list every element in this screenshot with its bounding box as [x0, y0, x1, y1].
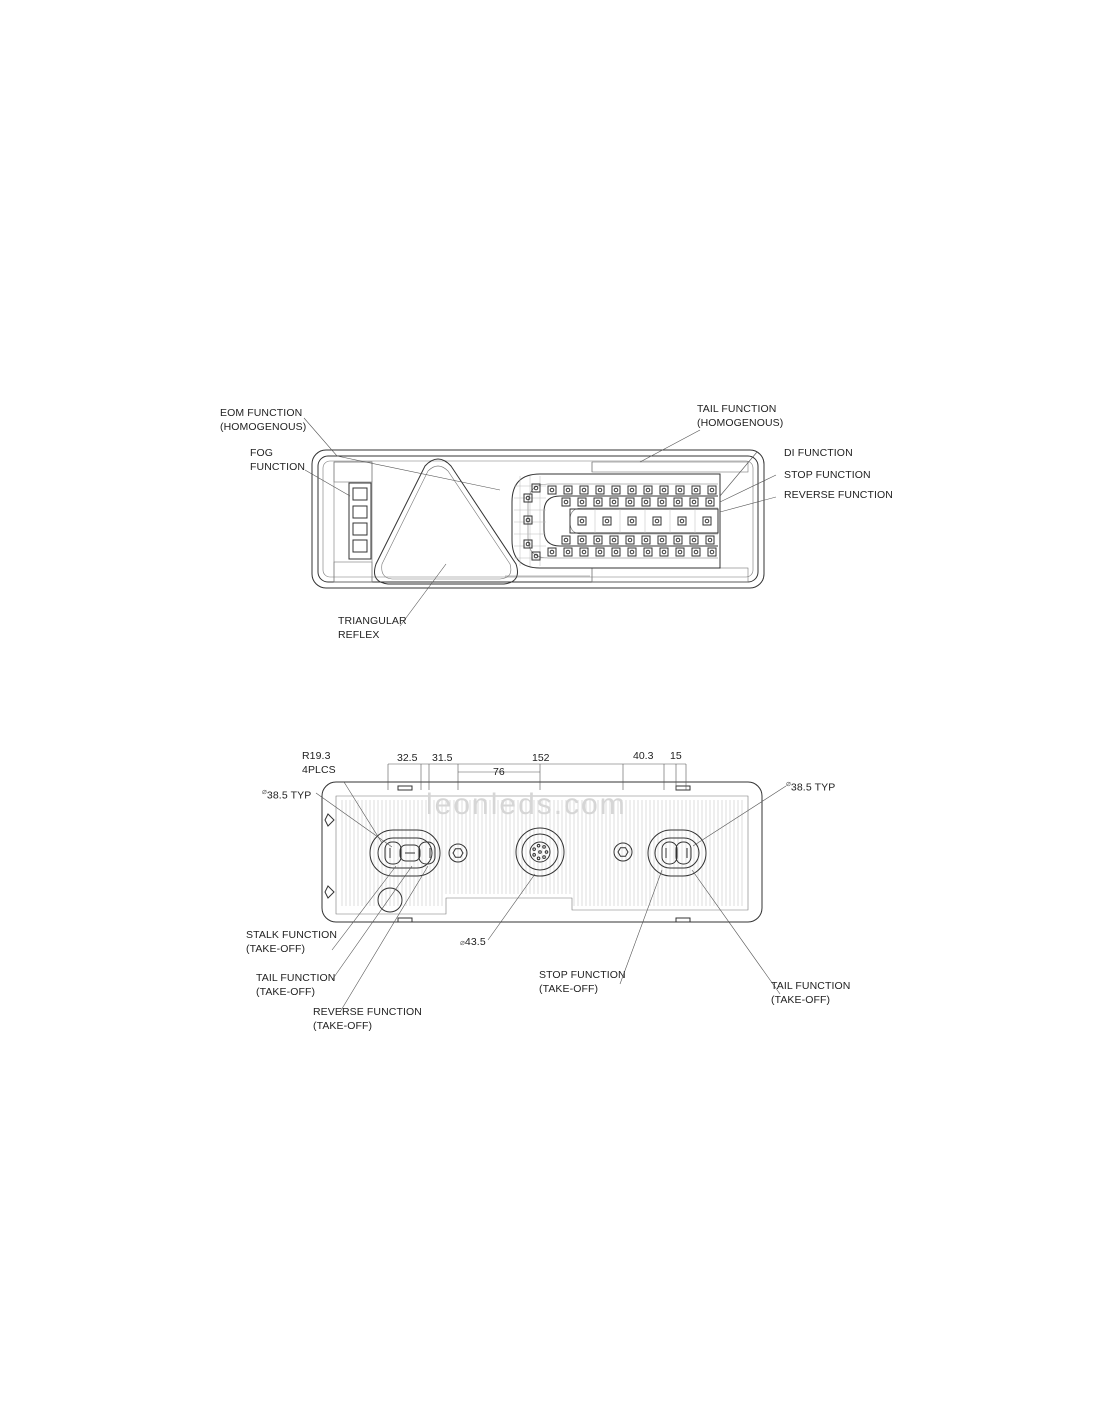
- label-triangular-reflex: TRIANGULAR REFLEX: [338, 615, 407, 641]
- led-icon: [653, 517, 661, 525]
- dimension-lines: [388, 764, 686, 790]
- led-icon: [603, 517, 611, 525]
- led-icon: [660, 486, 668, 494]
- label-left-bore: ⌀38.5 TYP: [262, 787, 312, 802]
- led-icon: [676, 548, 684, 556]
- left-connector: [370, 830, 440, 876]
- led-icon: [594, 498, 602, 506]
- led-icon: [678, 517, 686, 525]
- led-icon: [594, 536, 602, 544]
- led-icon: [628, 486, 636, 494]
- watermark: leonleds.com: [426, 788, 627, 821]
- dimension-15: 15: [670, 750, 682, 762]
- front-view: [312, 450, 764, 588]
- label-radius: R19.3 4PLCS: [302, 750, 336, 776]
- label-reverse-function: REVERSE FUNCTION: [784, 489, 893, 501]
- led-icon: [548, 486, 556, 494]
- led-icon: [610, 536, 618, 544]
- connector-pin: [543, 856, 546, 859]
- led-icon: [578, 498, 586, 506]
- led-icon: [690, 498, 698, 506]
- label-center-bore: ⌀43.5: [460, 936, 486, 948]
- dimension-152: 152: [532, 752, 550, 764]
- led-icon: [708, 486, 716, 494]
- label-fog-function: FOG FUNCTION: [250, 447, 306, 473]
- center-connector: [516, 828, 564, 876]
- label-tail-function-right: TAIL FUNCTION (TAKE-OFF): [771, 980, 851, 1006]
- led-icon: [578, 536, 586, 544]
- led-icon: [626, 536, 634, 544]
- led-icon: [642, 498, 650, 506]
- led-icon: [628, 517, 636, 525]
- led-icon: [660, 548, 668, 556]
- connector-pin: [537, 844, 540, 847]
- led-icon: [690, 536, 698, 544]
- led-icon: [548, 548, 556, 556]
- label-tail-function-left: TAIL FUNCTION (TAKE-OFF): [256, 972, 336, 998]
- led-icon: [676, 486, 684, 494]
- led-icon: [706, 498, 714, 506]
- led-icon: [708, 548, 716, 556]
- fog-led-column: [349, 483, 371, 559]
- led-icon: [644, 548, 652, 556]
- triangular-reflex-shape: [375, 459, 518, 584]
- led-icon: [612, 486, 620, 494]
- leader-lines: [304, 418, 786, 1012]
- connector-pin: [545, 851, 548, 854]
- led-icon: [626, 498, 634, 506]
- label-di-function: DI FUNCTION: [784, 447, 853, 459]
- label-tail-function: TAIL FUNCTION (HOMOGENOUS): [697, 403, 784, 429]
- led-icon: [580, 486, 588, 494]
- dimension-31-5: 31.5: [432, 752, 453, 764]
- led-icon: [658, 536, 666, 544]
- led-icon: [578, 517, 586, 525]
- led-module: [512, 474, 720, 568]
- led-icon: [703, 517, 711, 525]
- led-icon: [628, 548, 636, 556]
- dimension-32-5: 32.5: [397, 752, 418, 764]
- connector-pin: [539, 851, 542, 854]
- led-icon: [612, 548, 620, 556]
- right-connector: [648, 830, 706, 876]
- led-icon: [706, 536, 714, 544]
- led-icon: [564, 548, 572, 556]
- led-icon: [642, 536, 650, 544]
- led-icon: [644, 486, 652, 494]
- led-icon: [692, 548, 700, 556]
- led-icon: [564, 486, 572, 494]
- led-icon: [562, 498, 570, 506]
- led-icon: [562, 536, 570, 544]
- led-icon: [596, 548, 604, 556]
- connector-pin: [537, 857, 540, 860]
- label-right-bore: ⌀38.5 TYP: [786, 779, 836, 794]
- led-icon: [692, 486, 700, 494]
- dimension-40-3: 40.3: [633, 750, 654, 762]
- label-stop-function-takeoff: STOP FUNCTION (TAKE-OFF): [539, 969, 626, 995]
- led-icon: [580, 548, 588, 556]
- label-stop-function: STOP FUNCTION: [784, 469, 871, 481]
- label-reverse-function-takeoff: REVERSE FUNCTION (TAKE-OFF): [313, 1006, 422, 1032]
- led-icon: [674, 536, 682, 544]
- led-icon: [596, 486, 604, 494]
- label-stalk-function: STALK FUNCTION (TAKE-OFF): [246, 929, 338, 955]
- connector-pin: [543, 846, 546, 849]
- dimension-76: 76: [493, 766, 505, 778]
- label-eom-function: EOM FUNCTION (HOMOGENOUS): [220, 407, 307, 433]
- led-icon: [610, 498, 618, 506]
- led-icon: [658, 498, 666, 506]
- led-icon: [674, 498, 682, 506]
